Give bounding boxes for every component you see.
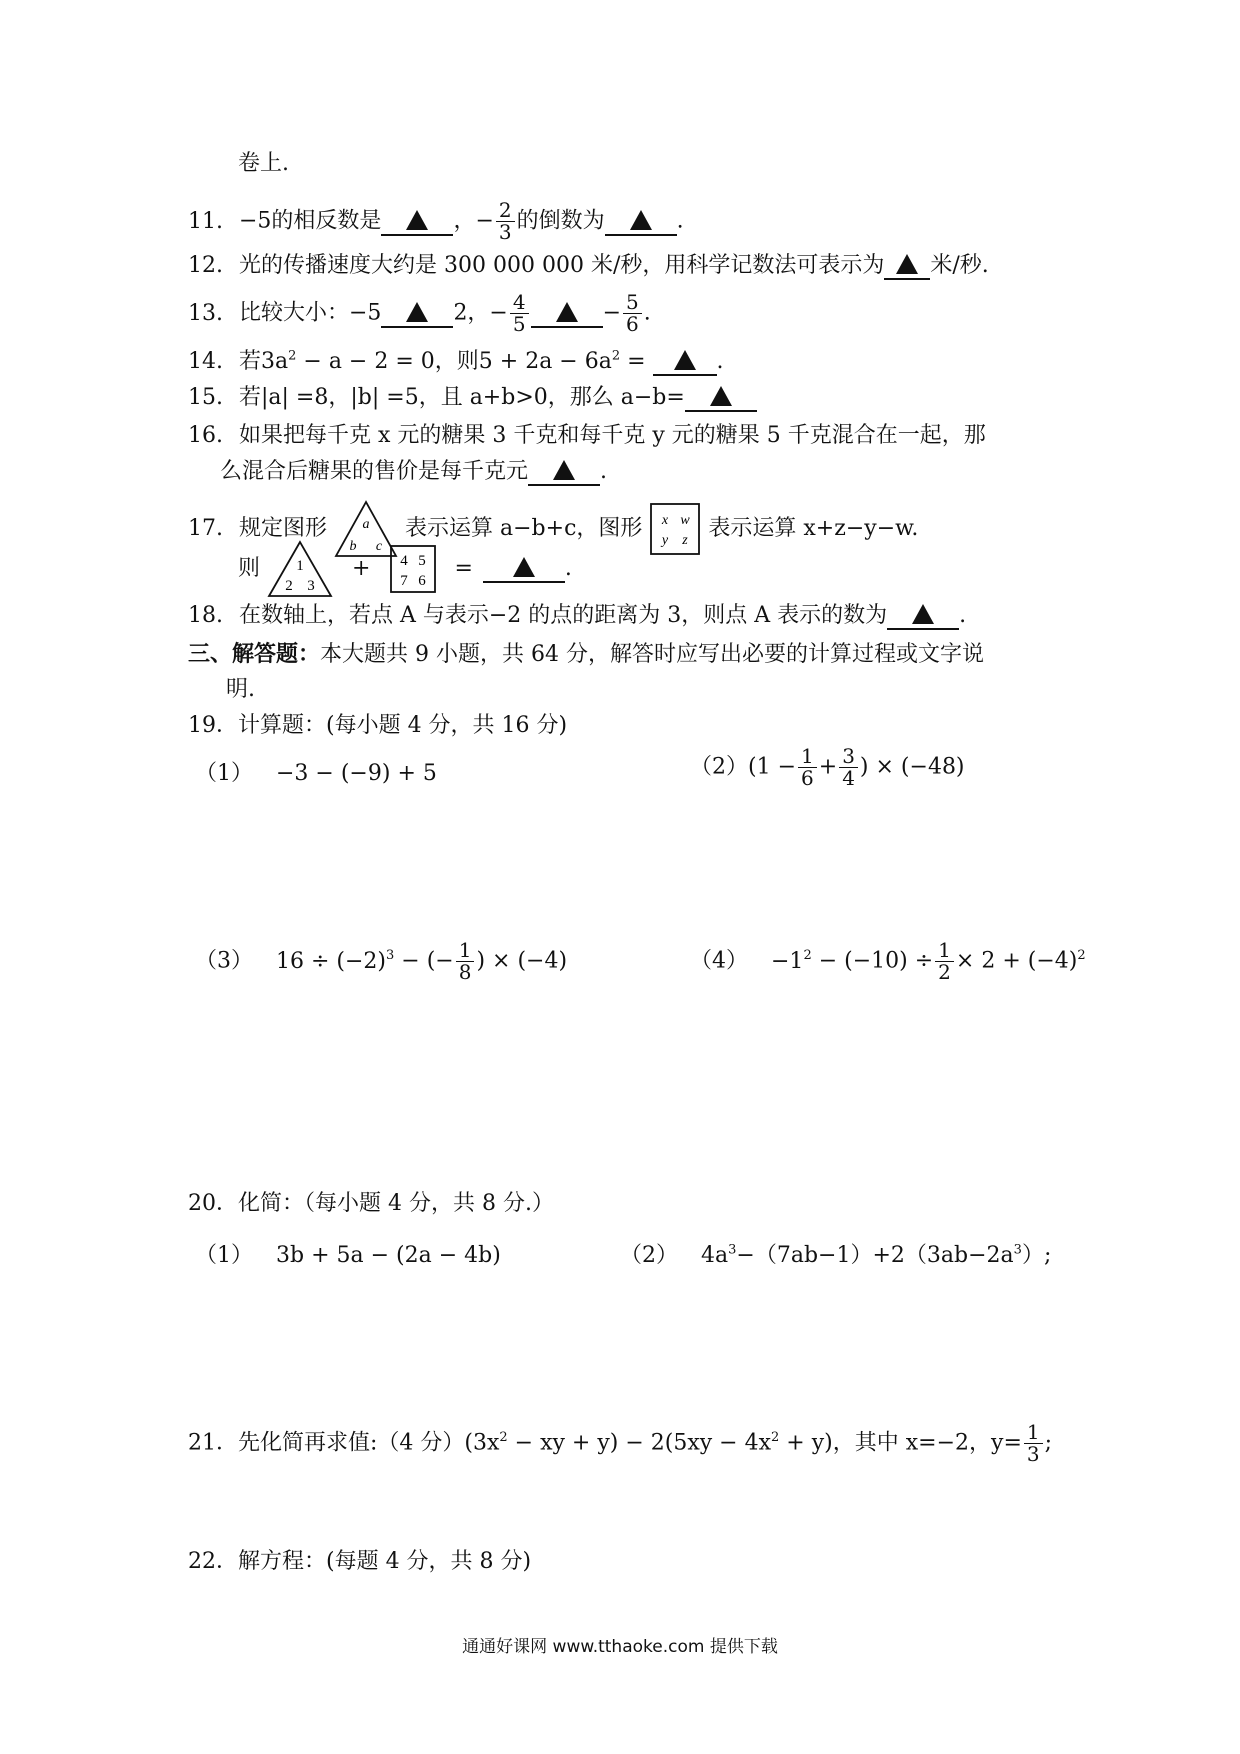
fraction bbox=[496, 200, 515, 243]
question-number: 12. bbox=[188, 253, 223, 278]
expression: −3 − (−9) + 5 bbox=[276, 761, 437, 786]
box-operator-shape bbox=[649, 502, 701, 556]
fraction bbox=[456, 940, 475, 983]
expr-b: + bbox=[818, 754, 838, 780]
answer-blank[interactable] bbox=[381, 210, 453, 236]
fraction bbox=[839, 746, 858, 789]
box-w: w bbox=[680, 513, 691, 528]
tri2-c: 3 bbox=[307, 578, 315, 594]
box-x: x bbox=[662, 513, 669, 528]
plus-sign: + bbox=[352, 556, 371, 581]
q16-text-b: 么混合后糖果的售价是每千克元 bbox=[220, 459, 529, 484]
answer-blank[interactable] bbox=[531, 302, 603, 328]
q13-text-c: − bbox=[602, 300, 622, 326]
fraction bbox=[798, 746, 817, 789]
q16-text-a: 如果把每千克 x 元的糖果 3 千克和每千克 y 元的糖果 5 千克混合在一起，那 bbox=[239, 423, 986, 448]
q21-text-a: 21．先化简再求值:（4 分）(3x bbox=[188, 1430, 500, 1456]
question-17-line2 bbox=[238, 540, 572, 598]
question-18 bbox=[188, 602, 966, 631]
q18-text-b: . bbox=[959, 603, 967, 628]
tri2-a: 1 bbox=[296, 558, 304, 574]
question-16-line2 bbox=[220, 458, 607, 487]
question-number: 15. bbox=[188, 385, 223, 410]
frac-num: 2 bbox=[496, 200, 515, 222]
q19-part3 bbox=[195, 940, 567, 983]
triangle-icon bbox=[674, 350, 696, 370]
answer-blank[interactable] bbox=[605, 210, 677, 236]
triangle-icon bbox=[912, 604, 934, 624]
frac-den: 6 bbox=[626, 312, 639, 336]
q20-part1 bbox=[195, 1238, 501, 1269]
fraction bbox=[623, 292, 642, 335]
question-13 bbox=[188, 292, 651, 335]
box-operand bbox=[389, 544, 437, 594]
section-3-heading-cont: 明. bbox=[226, 677, 255, 702]
frac-den: 8 bbox=[458, 960, 472, 984]
q13-text-d: . bbox=[643, 300, 651, 326]
frac-num: 3 bbox=[839, 746, 858, 768]
question-12 bbox=[188, 252, 989, 281]
section-3-heading bbox=[188, 640, 984, 670]
tri-c: c bbox=[375, 539, 383, 554]
part-label: （1） bbox=[195, 761, 253, 786]
q14-text-a: 若3a bbox=[239, 349, 289, 374]
frac-num: 4 bbox=[510, 292, 529, 314]
question-number: 17. bbox=[188, 516, 223, 541]
question-16-line1 bbox=[188, 422, 986, 451]
question-number: 13. bbox=[188, 300, 223, 326]
tri-b: b bbox=[349, 539, 357, 554]
expr-c: ) × (−48) bbox=[859, 754, 965, 780]
part-label: （2） bbox=[620, 1243, 678, 1268]
box2-z: 6 bbox=[418, 573, 427, 589]
answer-blank[interactable] bbox=[483, 557, 565, 583]
q11-text-b: ， bbox=[453, 208, 476, 234]
triangle-icon bbox=[513, 557, 535, 577]
part-label: （2） bbox=[690, 754, 748, 780]
triangle-icon bbox=[553, 460, 575, 480]
exponent: 3 bbox=[728, 1242, 737, 1258]
question-number: 18. bbox=[188, 603, 223, 628]
answer-blank[interactable] bbox=[887, 604, 959, 630]
expr-a: 4a bbox=[701, 1243, 729, 1268]
frac-den: 2 bbox=[938, 960, 951, 984]
box-y: y bbox=[662, 533, 669, 548]
section-title: 三、解答题： bbox=[188, 641, 321, 667]
expr-a: −1 bbox=[771, 948, 804, 974]
q12-text-a: 光的传播速度大约是 300 000 000 米/秒，用科学记数法可表示为 bbox=[239, 253, 885, 278]
triangle-icon bbox=[556, 302, 578, 322]
q20-part2 bbox=[620, 1238, 1051, 1269]
expr-b: − (− bbox=[394, 948, 454, 974]
question-number: 16. bbox=[188, 423, 223, 448]
question-21 bbox=[188, 1422, 1052, 1465]
q11-text-a: −5的相反数是 bbox=[239, 208, 382, 234]
fraction bbox=[935, 940, 954, 983]
expr-b: −（7ab−1）+2（3ab−2a bbox=[736, 1243, 1014, 1268]
expr-b: − (−10) ÷ bbox=[811, 948, 934, 974]
frac-den: 6 bbox=[801, 766, 814, 790]
q21-text-d: ; bbox=[1044, 1430, 1053, 1456]
exponent: 2 bbox=[1077, 948, 1086, 964]
q17-text-e: . bbox=[564, 556, 572, 581]
answer-blank[interactable] bbox=[884, 254, 930, 280]
expr-c: ) × (−4) bbox=[476, 948, 568, 974]
triangle-icon bbox=[406, 210, 428, 230]
box-z: z bbox=[682, 533, 689, 548]
frac-num: 1 bbox=[798, 746, 817, 768]
q13-text-b: 2，− bbox=[453, 300, 508, 326]
q16-text-c: . bbox=[600, 459, 608, 484]
q19-part1 bbox=[195, 756, 437, 787]
q14-text-c: = bbox=[620, 349, 653, 374]
question-14: 14. 若$3a^2 - a - 2 = 0$，则$5 + 2a - 6a^2$ = . bbox=[188, 348, 724, 377]
exponent: 2 bbox=[499, 1430, 508, 1446]
q17-text-a: 规定图形 bbox=[239, 516, 328, 541]
q21-text-c: + y)，其中 x=−2，y= bbox=[779, 1430, 1022, 1456]
frac-num: 1 bbox=[456, 940, 475, 962]
answer-blank[interactable] bbox=[381, 302, 453, 328]
answer-blank[interactable] bbox=[653, 350, 717, 376]
frac-num: 1 bbox=[1024, 1422, 1043, 1444]
box2-x: 4 bbox=[400, 553, 409, 569]
section-desc: 本大题共 9 小题，共 64 分，解答时应写出必要的计算过程或文字说 bbox=[320, 642, 984, 667]
question-11: 11. −5的相反数是 ，− $\frac{2}{3}$ 的倒数为 . bbox=[188, 198, 684, 244]
frac-den: 3 bbox=[498, 220, 512, 244]
q14-text-b: − a − 2 = 0，则5 + 2a − 6a bbox=[296, 349, 612, 374]
part-label: （3） bbox=[195, 948, 253, 974]
exponent: 3 bbox=[386, 948, 395, 964]
q11-text-c: 的倒数为 bbox=[516, 208, 605, 234]
fraction bbox=[510, 292, 529, 335]
box2-w: 5 bbox=[418, 553, 427, 569]
box2-y: 7 bbox=[400, 573, 409, 589]
equals-sign: = bbox=[454, 556, 473, 581]
q15-text-a: 若|a| =8，|b| =5，且 a+b>0，那么 a−b= bbox=[239, 385, 685, 410]
question-20-heading: 20．化简：（每小题 4 分，共 8 分.） bbox=[188, 1191, 554, 1216]
question-19-heading: 19．计算题：(每小题 4 分，共 16 分) bbox=[188, 713, 568, 738]
line-continuation: 卷上. bbox=[238, 151, 289, 176]
answer-blank[interactable] bbox=[528, 460, 600, 486]
q19-part2 bbox=[690, 746, 965, 789]
triangle-operand bbox=[267, 540, 333, 598]
exponent: 2 bbox=[771, 1430, 780, 1446]
q19-part4 bbox=[690, 940, 1086, 983]
question-number: 11. bbox=[188, 208, 223, 234]
exponent: 3 bbox=[1013, 1242, 1022, 1258]
part-label: （1） bbox=[195, 1243, 253, 1268]
frac-den: 4 bbox=[842, 766, 855, 790]
answer-blank[interactable] bbox=[685, 386, 757, 412]
question-15 bbox=[188, 384, 757, 413]
expr-c: ）; bbox=[1021, 1243, 1052, 1268]
frac-den: 5 bbox=[512, 312, 526, 336]
expr-a: 16 ÷ (−2) bbox=[276, 948, 387, 974]
frac-num: 5 bbox=[623, 292, 642, 314]
q17-text-c: 表示运算 x+z−y−w. bbox=[708, 516, 919, 541]
triangle-icon bbox=[710, 386, 732, 406]
tri2-b: 2 bbox=[285, 578, 293, 594]
part-label: （4） bbox=[690, 948, 748, 974]
q21-text-b: − xy + y) − 2(5xy − 4x bbox=[507, 1430, 772, 1456]
q14-text-d: . bbox=[716, 349, 724, 374]
q17-text-d: 则 bbox=[238, 556, 261, 581]
expr-c: × 2 + (−4) bbox=[955, 948, 1078, 974]
question-number: 14. bbox=[188, 349, 223, 374]
q13-text-a: 比较大小：−5 bbox=[239, 300, 382, 326]
triangle-icon bbox=[896, 254, 918, 274]
triangle-icon bbox=[406, 302, 428, 322]
expr-a: (1 − bbox=[748, 754, 797, 780]
frac-den: 3 bbox=[1026, 1442, 1040, 1466]
frac-num: 1 bbox=[935, 940, 954, 962]
q12-text-b: 米/秒. bbox=[930, 253, 989, 278]
tri-a: a bbox=[362, 517, 370, 532]
exponent: 2 bbox=[803, 948, 812, 964]
q18-text-a: 在数轴上，若点 A 与表示−2 的点的距离为 3，则点 A 表示的数为 bbox=[239, 603, 888, 628]
fraction bbox=[1024, 1422, 1043, 1465]
page-footer: 通通好课网 www.tthaoke.com 提供下载 bbox=[462, 1637, 778, 1657]
q17-text-b: 表示运算 a−b+c，图形 bbox=[405, 516, 643, 541]
question-22-heading: 22．解方程：(每题 4 分，共 8 分) bbox=[188, 1549, 532, 1574]
q11-text-d: . bbox=[676, 208, 684, 234]
triangle-icon bbox=[630, 210, 652, 230]
expression: 3b + 5a − (2a − 4b) bbox=[276, 1243, 501, 1268]
